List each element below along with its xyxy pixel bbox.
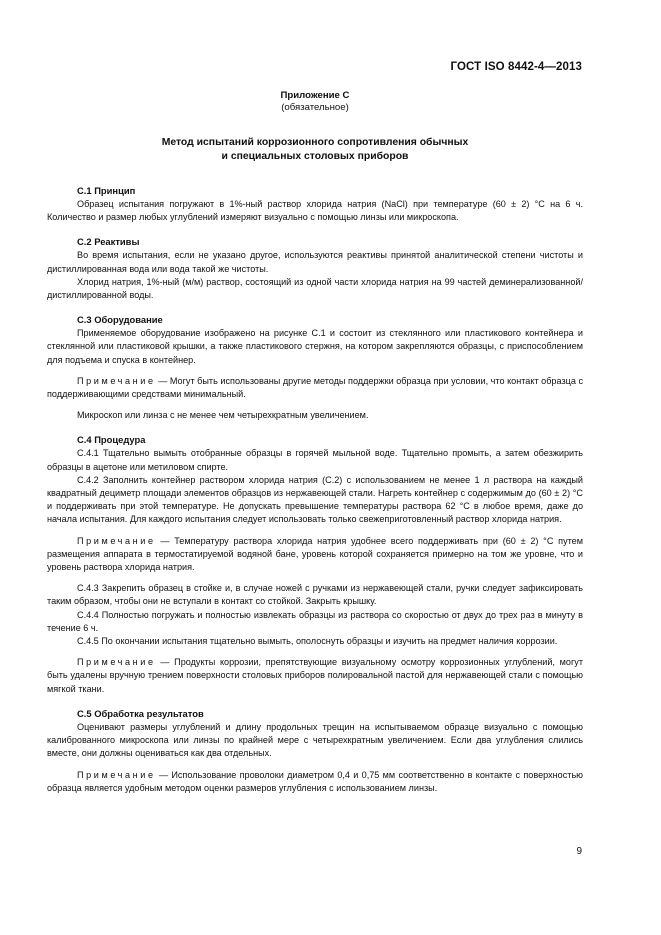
- annex-subtitle: (обязательное): [281, 102, 349, 113]
- section-c5-heading: С.5 Обработка результатов: [77, 707, 204, 719]
- note-text: Могут быть использованы другие методы поддержки образца при условии, что контакт образца с поддерживающими средствами минимальный.: [47, 375, 583, 400]
- section-c4-paragraph-1: С.4.1 Тщательно вымыть отобранные образцы в горячей мыльной воде. Тщательно промыть, а затем обезжирить образцы в ацетоне или метиловом спирте.: [47, 448, 583, 472]
- section-c4-paragraph-2: С.4.2 Заполнить контейнер раствором хлорида натрия (С.2) с использованием не менее 1 л раствора на каждый квадратный дециметр площади элементов образцов из нержавеющей стали. Нагреть контейнер с содержимым до (60 ± 2) °С и поддерживать при этой температуре. Не допускать превышение температуры раствора 62 °С в любое время, даже до начала испытания. Для каждого испытания следует использовать только свежеприготовленный раствор хлорида натрия.: [47, 474, 583, 525]
- annex-title: Приложение С: [280, 90, 350, 101]
- section-c3-heading: С.3 Оборудование: [77, 314, 163, 326]
- note-dash: —: [155, 535, 175, 546]
- title-line-2: и специальных столовых приборов: [221, 151, 409, 162]
- section-c4-heading: С.4 Процедура: [77, 434, 146, 446]
- document-title: [47, 136, 583, 164]
- page-number: 9: [576, 846, 582, 857]
- section-c4-note-2: [47, 656, 583, 696]
- section-c4-paragraph-3: С.4.3 Закрепить образец в стойке и, в случае ножей с ручками из нержавеющей стали, ручки следует зафиксировать таким образом, чтобы они не вступали в контакт со стойкой. Закрыть крышку.: [47, 583, 583, 607]
- annex-heading: [47, 90, 583, 114]
- standard-number: ГОСТ ISO 8442-4—2013: [450, 61, 582, 73]
- section-c1-heading: С.1 Принцип: [77, 185, 136, 196]
- section-c2-heading: С.2 Реактивы: [77, 236, 140, 248]
- section-c5-paragraph-1: Оценивают размеры углублений и длину продольных трещин на испытываемом образце визуально с помощью калиброванного микроскопа или линзы по крайней мере с четырехкратным увеличением. Если два углубления слились вместе, они должны оцениваться как два отдельных.: [47, 721, 583, 759]
- section-c2-paragraph-2: Хлорид натрия, 1%-ный (м/м) раствор, состоящий из одной части хлорида натрия на 99 частей деминерализованной/дистиллированной воды.: [47, 276, 583, 301]
- note-dash: —: [155, 375, 170, 386]
- section-c3-note: [47, 375, 583, 401]
- note-label: Примечание: [77, 769, 156, 780]
- note-text: Продукты коррозии, препятствующие визуальному осмотру коррозионных углублений, могут быть удалены вручную трением поверхности столовых приборов полировальной пастой для нержавеющей стали с помощью мягкой ткани.: [47, 657, 583, 694]
- section-c4-paragraph-5: С.4.5 По окончании испытания тщательно вымыть, ополоснуть образцы и изучить на предмет наличия коррозии.: [77, 636, 558, 647]
- note-text: Температуру раствора хлорида натрия удобнее всего поддерживать при (60 ± 2) °С путем размещения аппарата в термостатируемой водяной бане, уровень которой сохраняется примерно на том же уровне, что и уровень раствора хлорида натрия.: [47, 535, 583, 573]
- section-c2-paragraph-1: Во время испытания, если не указано другое, используются реактивы принятой аналитической степени чистоты и дистиллированная вода или вода такой же чистоты.: [47, 250, 583, 274]
- note-label: Примечание: [77, 535, 156, 546]
- note-label: Примечание: [77, 657, 156, 668]
- note-text: Использование проволоки диаметром 0,4 и 0,75 мм соответственно в контакте с поверхностью образца является удобным методом оценки размеров углубления с использованием линзы.: [47, 769, 584, 793]
- note-dash: —: [155, 769, 172, 780]
- section-c4-note-1: [47, 535, 583, 575]
- section-c1-paragraph: Образец испытания погружают в 1%-ный раствор хлорида натрия (NaCl) при температуре (60 ± 2) °С на 6 ч. Количество и размер любых углублений измеряют визуально с помощью линзы или микроскопа.: [47, 199, 583, 223]
- title-line-1: Метод испытаний коррозионного сопротивления обычных: [161, 137, 469, 148]
- note-dash: —: [155, 657, 175, 668]
- section-c4-paragraph-4: С.4.4 Полностью погружать и полностью извлекать образцы из раствора со скоростью от двух до трех раз в минуту в течение 6 ч.: [47, 609, 583, 633]
- document-body: [47, 90, 583, 803]
- section-c3-paragraph-1: Применяемое оборудование изображено на рисунке С.1 и состоит из стеклянного или пластикового контейнера и стеклянной или пластиковой крышки, а также пластикового стержня, на котором закрепляются образцы, с приспособлением для подъема и спуска в контейнер.: [47, 328, 583, 365]
- section-c3-paragraph-2: Микроскоп или линза с не менее чем четырехкратным увеличением.: [77, 410, 369, 421]
- note-label: Примечание: [77, 375, 156, 386]
- section-c5-note: [47, 769, 583, 795]
